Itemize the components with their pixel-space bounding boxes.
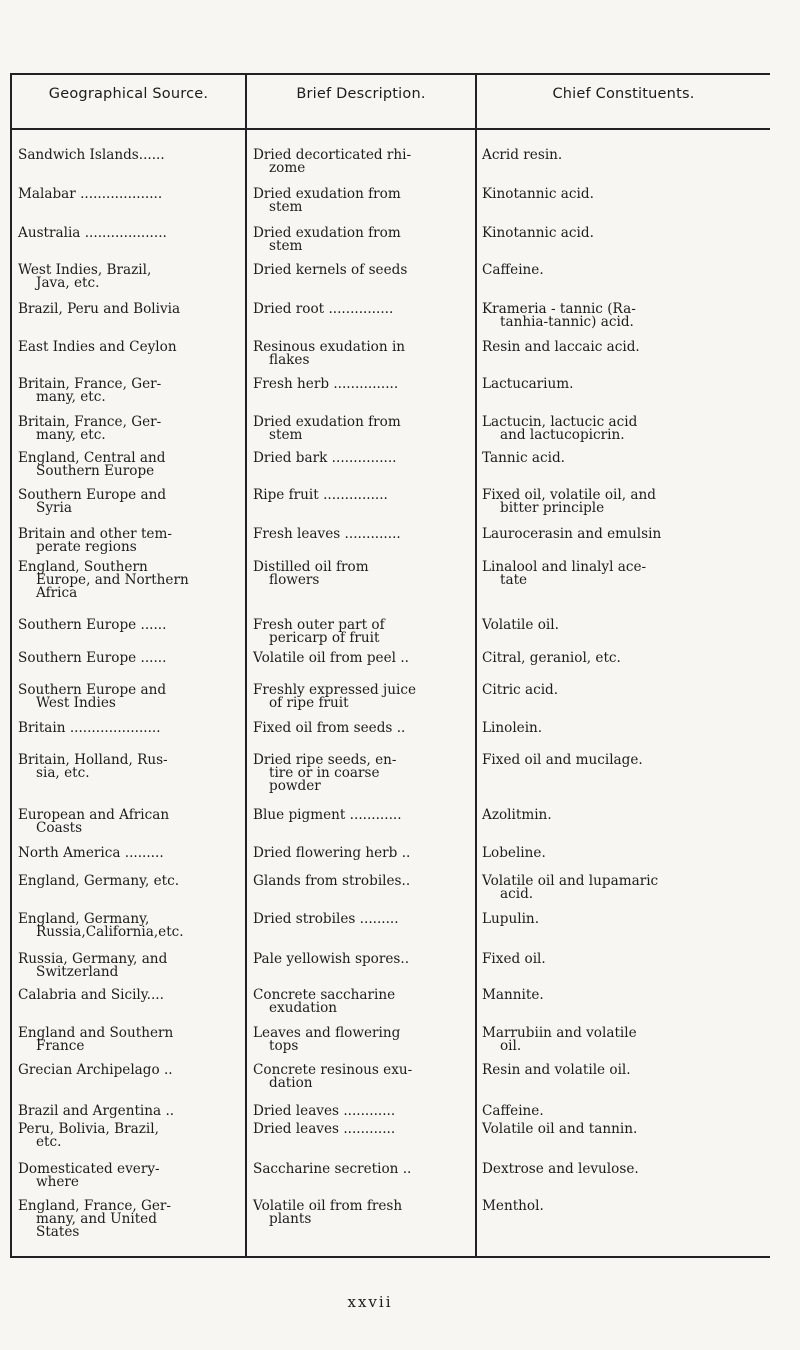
cell-description-line: Dried bark ...............	[253, 450, 397, 466]
cell-constituents-line: Caffeine.	[482, 262, 544, 278]
cell-source-line: sia, etc.	[36, 765, 90, 781]
cell-source-line: Southern Europe ......	[18, 650, 167, 666]
cell-constituents-line: Linalool and linalyl ace-	[482, 559, 647, 575]
cell-description-line: Concrete resinous exu-	[253, 1062, 413, 1078]
cell-source-line: England and Southern	[18, 1025, 174, 1041]
cell-constituents-line: Linolein.	[482, 720, 543, 736]
cell-constituents-line: Resin and volatile oil.	[482, 1062, 631, 1078]
cell-constituents-line: Resin and laccaic acid.	[482, 339, 640, 355]
cell-source-line: many, etc.	[36, 389, 106, 405]
cell-constituents-line: Fixed oil.	[482, 951, 546, 967]
cell-description-line: Glands from strobiles..	[253, 873, 411, 889]
cell-description-line: Dried root ...............	[253, 301, 394, 317]
cell-source-line: Australia ...................	[18, 225, 167, 241]
header-bottom-rule	[10, 128, 770, 130]
cell-constituents-line: Tannic acid.	[482, 450, 565, 466]
cell-source-line: Domesticated every-	[18, 1161, 160, 1177]
cell-description-line: Dried kernels of seeds	[253, 262, 408, 278]
cell-source-line: Southern Europe and	[18, 682, 167, 698]
cell-description-line: Dried strobiles .........	[253, 911, 399, 927]
cell-source-line: England, Central and	[18, 450, 166, 466]
cell-source-line: where	[36, 1174, 79, 1190]
cell-source-line: England, Germany, etc.	[18, 873, 180, 889]
cell-description-line: plants	[269, 1211, 312, 1227]
cell-constituents-line: Citric acid.	[482, 682, 559, 698]
cell-description-line: flowers	[269, 572, 320, 588]
cell-source-line: Java, etc.	[36, 275, 100, 291]
cell-source-line: Brazil, Peru and Bolivia	[18, 301, 181, 317]
cell-source-line: Africa	[36, 585, 78, 601]
cell-description-line: Volatile oil from fresh	[253, 1198, 403, 1214]
cell-description-line: Concrete saccharine	[253, 987, 396, 1003]
cell-description-line: Dried flowering herb ..	[253, 845, 411, 861]
cell-source-line: Peru, Bolivia, Brazil,	[18, 1121, 159, 1137]
cell-constituents-line: Citral, geraniol, etc.	[482, 650, 621, 666]
cell-source-line: England, France, Ger-	[18, 1198, 172, 1214]
cell-description-line: Fresh herb ...............	[253, 376, 399, 392]
cell-constituents-line: bitter principle	[500, 500, 605, 516]
cell-description-line: Volatile oil from peel ..	[253, 650, 409, 666]
cell-source-line: Southern Europe	[36, 463, 155, 479]
cell-source-line: many, and United	[36, 1211, 157, 1227]
cell-source-line: Britain and other tem-	[18, 526, 172, 542]
cell-source-line: North America .........	[18, 845, 164, 861]
cell-source-line: France	[36, 1038, 85, 1054]
cell-source-line: England, Germany,	[18, 911, 150, 927]
cell-constituents-line: oil.	[500, 1038, 522, 1054]
cell-source-line: England, Southern	[18, 559, 148, 575]
cell-description-line: zome	[269, 160, 306, 176]
cell-constituents-line: Volatile oil and tannin.	[482, 1121, 638, 1137]
cell-source-line: Switzerland	[36, 964, 119, 980]
cell-constituents-line: Acrid resin.	[482, 147, 563, 163]
cell-source-line: Southern Europe and	[18, 487, 167, 503]
cell-source-line: etc.	[36, 1134, 62, 1150]
cell-constituents-line: Azolitmin.	[482, 807, 552, 823]
header-chief-constituents: Chief Constituents.	[552, 86, 695, 102]
page-number: xxvii	[347, 1293, 393, 1311]
cell-source-line: Britain, France, Ger-	[18, 414, 162, 430]
cell-source-line: Southern Europe ......	[18, 617, 167, 633]
cell-source-line: Brazil and Argentina ..	[18, 1103, 175, 1119]
cell-description-line: Fresh leaves .............	[253, 526, 401, 542]
column-divider-2	[475, 73, 477, 1258]
cell-description-line: Leaves and flowering	[253, 1025, 401, 1041]
cell-description-line: exudation	[269, 1000, 338, 1016]
cell-description-line: Resinous exudation in	[253, 339, 406, 355]
cell-source-line: Sandwich Islands......	[18, 147, 165, 163]
cell-constituents-line: Marrubiin and volatile	[482, 1025, 637, 1041]
column-divider-left	[10, 73, 12, 1258]
cell-constituents-line: Mannite.	[482, 987, 544, 1003]
cell-description-line: stem	[269, 238, 303, 254]
cell-constituents-line: Volatile oil and lupamaric	[482, 873, 659, 889]
cell-description-line: Distilled oil from	[253, 559, 369, 575]
cell-source-line: European and African	[18, 807, 170, 823]
cell-description-line: Dried exudation from	[253, 186, 401, 202]
cell-constituents-line: Dextrose and levulose.	[482, 1161, 639, 1177]
cell-description-line: stem	[269, 199, 303, 215]
cell-constituents-line: Lupulin.	[482, 911, 540, 927]
cell-description-line: Dried decorticated rhi-	[253, 147, 412, 163]
cell-description-line: Fixed oil from seeds ..	[253, 720, 406, 736]
cell-constituents-line: tanhia-tannic) acid.	[500, 314, 634, 330]
cell-constituents-line: acid.	[500, 886, 534, 902]
cell-constituents-line: Laurocerasin and emulsin	[482, 526, 662, 542]
cell-source-line: West Indies	[36, 695, 116, 711]
cell-source-line: Russia,California,etc.	[36, 924, 184, 940]
cell-constituents-line: tate	[500, 572, 528, 588]
cell-description-line: Dried leaves ............	[253, 1103, 396, 1119]
table-top-rule	[10, 73, 770, 75]
cell-source-line: Europe, and Northern	[36, 572, 189, 588]
cell-source-line: East Indies and Ceylon	[18, 339, 177, 355]
cell-source-line: Coasts	[36, 820, 83, 836]
cell-description-line: stem	[269, 427, 303, 443]
cell-source-line: Grecian Archipelago ..	[18, 1062, 173, 1078]
cell-source-line: many, etc.	[36, 427, 106, 443]
cell-description-line: dation	[269, 1075, 313, 1091]
cell-constituents-line: Caffeine.	[482, 1103, 544, 1119]
cell-constituents-line: Kinotannic acid.	[482, 225, 594, 241]
cell-description-line: Ripe fruit ...............	[253, 487, 388, 503]
cell-description-line: of ripe fruit	[269, 695, 349, 711]
cell-description-line: Pale yellowish spores..	[253, 951, 410, 967]
cell-description-line: Freshly expressed juice	[253, 682, 417, 698]
cell-description-line: tops	[269, 1038, 299, 1054]
cell-constituents-line: Lactucin, lactucic acid	[482, 414, 638, 430]
column-divider-1	[245, 73, 247, 1258]
cell-constituents-line: Volatile oil.	[482, 617, 559, 633]
cell-constituents-line: Menthol.	[482, 1198, 544, 1214]
table-bottom-rule	[10, 1256, 770, 1258]
cell-source-line: States	[36, 1224, 80, 1240]
cell-description-line: tire or in coarse	[269, 765, 380, 781]
cell-constituents-line: Lactucarium.	[482, 376, 574, 392]
cell-description-line: Blue pigment ............	[253, 807, 402, 823]
header-geographical-source: Geographical Source.	[48, 86, 209, 102]
header-brief-description: Brief Description.	[296, 86, 426, 102]
cell-source-line: Russia, Germany, and	[18, 951, 168, 967]
cell-description-line: Fresh outer part of	[253, 617, 385, 633]
cell-source-line: Syria	[36, 500, 72, 516]
cell-description-line: Dried exudation from	[253, 225, 401, 241]
cell-constituents-line: and lactucopicrin.	[500, 427, 625, 443]
cell-source-line: Britain .....................	[18, 720, 161, 736]
cell-source-line: West Indies, Brazil,	[18, 262, 152, 278]
cell-constituents-line: Fixed oil and mucilage.	[482, 752, 643, 768]
cell-description-line: Dried ripe seeds, en-	[253, 752, 397, 768]
cell-description-line: Dried leaves ............	[253, 1121, 396, 1137]
cell-constituents-line: Fixed oil, volatile oil, and	[482, 487, 656, 503]
cell-constituents-line: Kinotannic acid.	[482, 186, 594, 202]
cell-description-line: powder	[269, 778, 321, 794]
cell-source-line: perate regions	[36, 539, 137, 555]
cell-description-line: flakes	[269, 352, 310, 368]
cell-source-line: Britain, Holland, Rus-	[18, 752, 168, 768]
cell-description-line: Saccharine secretion ..	[253, 1161, 412, 1177]
cell-source-line: Calabria and Sicily....	[18, 987, 164, 1003]
cell-description-line: Dried exudation from	[253, 414, 401, 430]
cell-source-line: Britain, France, Ger-	[18, 376, 162, 392]
cell-constituents-line: Krameria - tannic (Ra-	[482, 301, 636, 317]
cell-constituents-line: Lobeline.	[482, 845, 546, 861]
cell-source-line: Malabar ...................	[18, 186, 163, 202]
cell-description-line: pericarp of fruit	[269, 630, 380, 646]
